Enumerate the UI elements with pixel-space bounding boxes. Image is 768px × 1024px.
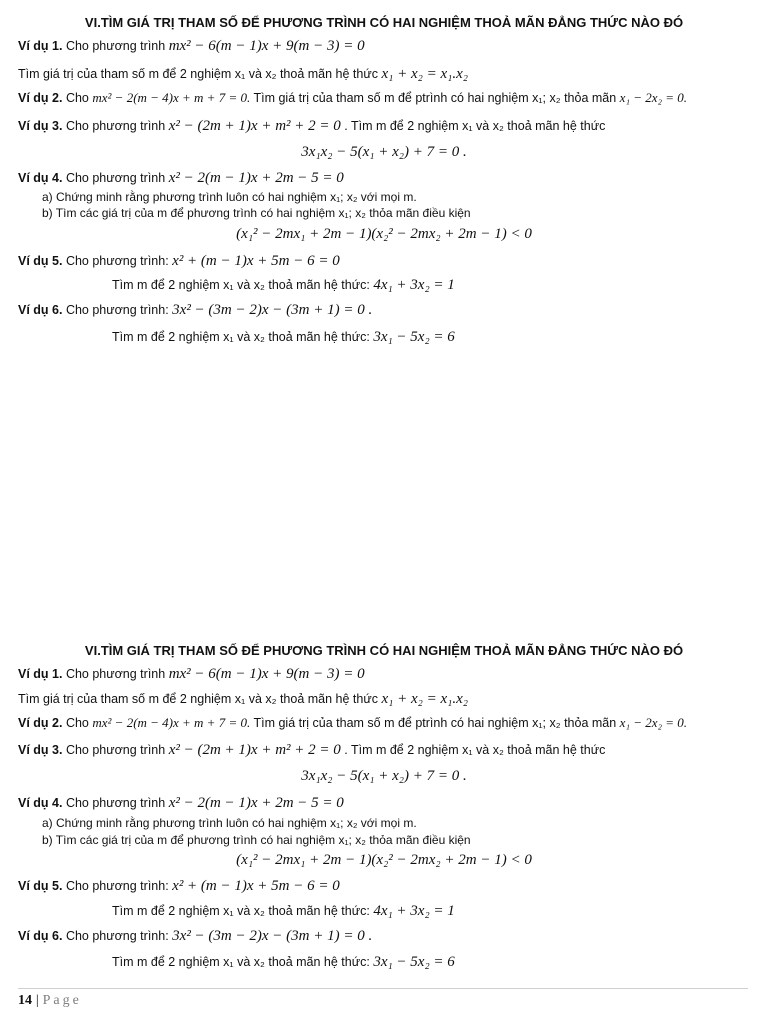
equation: mx² − 6(m − 1)x + 9(m − 3) = 0: [168, 666, 365, 682]
example-4-part-b: b) Tìm các giá trị của m để phương trình có hai nghiệm x₁; x₂ thỏa mãn điều kiện: [42, 206, 471, 220]
exercise-block-top: [0, 0, 768, 350]
example-3: [18, 117, 605, 135]
example-4: [18, 794, 344, 812]
requirement-text: . Tìm m để 2 nghiệm x₁ và x₂ thoả mãn hệ thức: [344, 743, 606, 757]
requirement-text: Tìm giá trị của tham số m để 2 nghiệm x₁ và x₂ thoả mãn hệ thức: [18, 692, 378, 706]
example-4-part-a: a) Chứng minh rằng phương trình luôn có hai nghiệm x₁; x₂ với mọi m.: [42, 190, 417, 204]
equation: mx² − 2(m − 4)x + m + 7 = 0.: [92, 90, 251, 105]
requirement-text: Tìm m để 2 nghiệm x₁ và x₂ thoả mãn hệ thức:: [112, 955, 370, 969]
example-5-requirement: [112, 276, 455, 294]
requirement-text: Tìm m để 2 nghiệm x₁ và x₂ thoả mãn hệ thức:: [112, 278, 370, 292]
example-label: Ví dụ 6.: [18, 303, 63, 317]
example-text: Cho phương trình:: [65, 303, 169, 317]
example-4-part-a: a) Chứng minh rằng phương trình luôn có hai nghiệm x₁; x₂ với mọi m.: [42, 816, 417, 830]
requirement-equation: 3x₁ − 5x₂ = 6: [373, 329, 455, 345]
example-3-relation: 3x₁x₂ − 5(x₁ + x₂) + 7 = 0 .: [301, 768, 467, 784]
example-text: Cho: [65, 91, 89, 105]
example-label: Ví dụ 4.: [18, 796, 63, 810]
example-6-requirement: [112, 328, 455, 346]
example-text: Cho phương trình: [65, 796, 166, 810]
equation: 3x² − (3m − 2)x − (3m + 1) = 0 .: [172, 928, 373, 944]
equation: x² − (2m + 1)x + m² + 2 = 0: [168, 118, 341, 134]
requirement-equation: 4x₁ + 3x₂ = 1: [373, 277, 455, 293]
example-4-condition: (x₁² − 2mx₁ + 2m − 1)(x₂² − 2mx₂ + 2m − 1) < 0: [236, 852, 532, 868]
example-text: Cho phương trình:: [65, 254, 169, 268]
example-5-requirement: [112, 902, 455, 920]
requirement-equation: 3x₁ − 5x₂ = 6: [373, 954, 455, 970]
equation: x² − 2(m − 1)x + 2m − 5 = 0: [168, 170, 344, 186]
example-5: [18, 252, 340, 270]
example-label: Ví dụ 1.: [18, 39, 63, 53]
example-label: Ví dụ 5.: [18, 879, 63, 893]
example-label: Ví dụ 2.: [18, 716, 63, 730]
section-title: VI.TÌM GIÁ TRỊ THAM SỐ ĐỂ PHƯƠNG TRÌNH CÓ HAI NGHIỆM THOẢ MÃN ĐẲNG THỨC NÀO ĐÓ: [84, 15, 684, 30]
example-3-relation: 3x₁x₂ − 5(x₁ + x₂) + 7 = 0 .: [301, 144, 467, 160]
equation: 3x² − (3m − 2)x − (3m + 1) = 0 .: [172, 302, 373, 318]
example-text: Cho phương trình:: [65, 929, 169, 943]
requirement-text: . Tìm m để 2 nghiệm x₁ và x₂ thoả mãn hệ thức: [344, 119, 606, 133]
equation: x² − (2m + 1)x + m² + 2 = 0: [168, 742, 341, 758]
requirement-equation: x₁ + x₂ = x₁.x₂: [381, 66, 468, 82]
example-6: [18, 301, 372, 319]
example-4-condition: (x₁² − 2mx₁ + 2m − 1)(x₂² − 2mx₂ + 2m − 1) < 0: [236, 226, 532, 242]
equation: x² − 2(m − 1)x + 2m − 5 = 0: [168, 795, 344, 811]
example-4: [18, 169, 344, 187]
example-text-2: Tìm giá trị của tham số m để ptrình có hai nghiệm x₁; x₂ thỏa mãn: [253, 91, 617, 105]
example-label: Ví dụ 2.: [18, 91, 63, 105]
requirement-text: Tìm m để 2 nghiệm x₁ và x₂ thoả mãn hệ thức:: [112, 330, 370, 344]
example-label: Ví dụ 4.: [18, 171, 63, 185]
example-text: Cho phương trình: [65, 39, 166, 53]
example-1-requirement: [18, 690, 468, 708]
page-number: 14: [18, 993, 32, 1008]
equation: mx² − 2(m − 4)x + m + 7 = 0.: [92, 715, 251, 730]
example-text: Cho phương trình: [65, 171, 166, 185]
example-label: Ví dụ 6.: [18, 929, 63, 943]
example-text: Cho: [65, 716, 89, 730]
equation: x² + (m − 1)x + 5m − 6 = 0: [172, 878, 340, 894]
condition: x₁ − 2x₂ = 0.: [619, 715, 688, 730]
example-label: Ví dụ 3.: [18, 119, 63, 133]
example-label: Ví dụ 1.: [18, 667, 63, 681]
example-text: Cho phương trình: [65, 667, 166, 681]
example-label: Ví dụ 5.: [18, 254, 63, 268]
requirement-text: Tìm m để 2 nghiệm x₁ và x₂ thoả mãn hệ thức:: [112, 904, 370, 918]
example-label: Ví dụ 3.: [18, 743, 63, 757]
footer-separator: |: [35, 993, 39, 1008]
page-word: Page: [42, 993, 82, 1008]
example-5: [18, 877, 340, 895]
example-2: [18, 89, 687, 107]
example-2: [18, 714, 687, 732]
equation: mx² − 6(m − 1)x + 9(m − 3) = 0: [168, 38, 365, 54]
requirement-text: Tìm giá trị của tham số m để 2 nghiệm x₁ và x₂ thoả mãn hệ thức: [18, 67, 378, 81]
example-1: [18, 37, 365, 55]
example-3: [18, 741, 605, 759]
example-text-2: Tìm giá trị của tham số m để ptrình có hai nghiệm x₁; x₂ thỏa mãn: [253, 716, 617, 730]
example-text: Cho phương trình:: [65, 879, 169, 893]
example-text: Cho phương trình: [65, 743, 166, 757]
condition: x₁ − 2x₂ = 0.: [619, 90, 688, 105]
requirement-equation: 4x₁ + 3x₂ = 1: [373, 903, 455, 919]
example-text: Cho phương trình: [65, 119, 166, 133]
example-1-requirement: [18, 65, 468, 83]
example-4-part-b: b) Tìm các giá trị của m để phương trình có hai nghiệm x₁; x₂ thỏa mãn điều kiện: [42, 833, 471, 847]
example-6-requirement: [112, 953, 455, 971]
equation: x² + (m − 1)x + 5m − 6 = 0: [172, 253, 340, 269]
example-6: [18, 927, 372, 945]
page-footer: [18, 988, 748, 1009]
example-1: [18, 665, 365, 683]
requirement-equation: x₁ + x₂ = x₁.x₂: [381, 691, 468, 707]
exercise-block-bottom: [0, 628, 768, 978]
section-title: VI.TÌM GIÁ TRỊ THAM SỐ ĐỂ PHƯƠNG TRÌNH CÓ HAI NGHIỆM THOẢ MÃN ĐẲNG THỨC NÀO ĐÓ: [84, 643, 684, 658]
